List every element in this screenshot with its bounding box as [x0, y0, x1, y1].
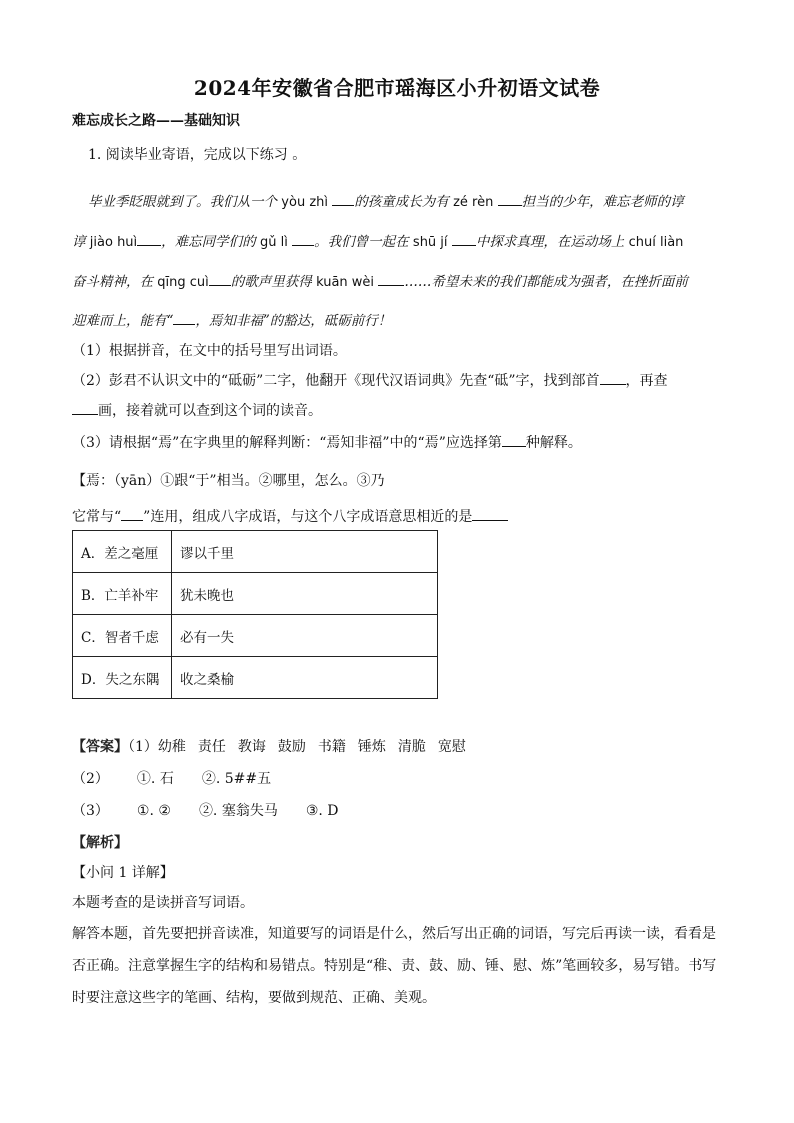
analysis-text-2: 解答本题，首先要把拼音读准，知道要写的词语是什么，然后写出正确的词语，写完后再读一读，看看是否正确。注意掌握生字的结构和易错点。特别是“稚、责、鼓、励、锤、慰、炼”笔画较多，易写错。书写时要注意这些字的笔画、结构，要做到规范、正确、美观。 — [72, 926, 717, 1006]
answer-blank — [378, 273, 404, 286]
answer-blank — [173, 312, 195, 325]
section-heading: 难忘成长之路——基础知识 — [72, 113, 240, 129]
answer-blank — [502, 434, 526, 447]
sub-question-3: （3）请根据“焉”在字典里的解释判断：“焉知非福”中的“焉”应选择第 种解释。 — [72, 435, 582, 451]
answer-blank — [452, 233, 476, 246]
passage-line-4: 迎难而上，能有“ ，焉知非福”的豁达，砥砺前行！ — [72, 313, 392, 329]
answer-blank — [209, 273, 231, 286]
answer-blank — [137, 233, 161, 246]
pinyin: zé rèn — [453, 195, 494, 210]
idiom-question: 它常与“ ”连用，组成八字成语，与这个八字成语意思相近的是 — [72, 506, 508, 526]
passage-line-2: 谆 jiào huì ，难忘同学们的 gǔ lì 。我们曾一起在 shū jí 中探求真理，在运动场上 chuí liàn — [72, 234, 684, 250]
sub-question-1: （1）根据拼音，在文中的括号里写出词语。 — [72, 343, 347, 359]
answer-tag: 【答案】 — [72, 739, 128, 755]
option-pair: 谬以千里 — [172, 531, 438, 573]
sub-answer-tag: 【小问 1 详解】 — [72, 865, 174, 881]
option-label: A．差之毫厘 — [73, 531, 172, 573]
table-row — [73, 657, 438, 699]
analysis-tag: 【解析】 — [72, 835, 128, 851]
option-pair: 犹未晚也 — [172, 573, 438, 615]
dictionary-entry: 【焉：（yān）①跟“于”相当。②哪里，怎么。③乃 — [72, 473, 385, 489]
pinyin: shū jí — [412, 235, 448, 250]
sub-question-2: （2）彭君不认识文中的“砥砺”二字，他翻开《现代汉语词典》先查“砥”字，找到部首 ，再查 — [72, 373, 668, 389]
table-row — [73, 573, 438, 615]
answer-blank — [472, 508, 508, 521]
pinyin: gǔ lì — [259, 235, 288, 250]
option-label: C．智者千虑 — [73, 615, 172, 657]
answer-blank — [600, 372, 626, 385]
answer-line-1: 【答案】（1）幼稚 责任 教诲 鼓励 书籍 锤炼 清脆 宽慰 — [72, 739, 466, 755]
table-row — [73, 531, 438, 573]
answer-blank — [498, 193, 522, 206]
question-1: 1. 阅读毕业寄语，完成以下练习 。 — [88, 147, 307, 163]
option-label: B．亡羊补牢 — [73, 573, 172, 615]
option-pair: 必有一失 — [172, 615, 438, 657]
answer-blank — [72, 402, 98, 415]
pinyin: qīng cuì — [157, 275, 209, 290]
sub-question-2-cont: 画，接着就可以查到这个词的读音。 — [72, 400, 322, 420]
passage-line-1: 毕业季眨眼就到了。我们从一个 yòu zhì 的孩童成长为有 zé rèn 担当的少年，难忘老师的谆 — [88, 194, 684, 210]
pinyin: jiào huì — [89, 235, 138, 250]
answer-blank — [121, 508, 143, 521]
passage-line-3: 奋斗精神，在 qīng cuì 的歌声里获得 kuān wèi ……希望未来的我们都能成为强者，在挫折面前 — [72, 274, 688, 290]
table-row — [73, 615, 438, 657]
answer-line-2: （2） ①. 石 ②. 5##五 — [72, 771, 272, 787]
option-pair: 收之桑榆 — [172, 657, 438, 699]
analysis-text-1: 本题考查的是读拼音写词语。 — [72, 895, 254, 911]
options-table — [72, 530, 438, 699]
pinyin: kuān wèi — [316, 275, 375, 290]
pinyin: chuí liàn — [628, 235, 684, 250]
answer-blank — [332, 193, 354, 206]
option-label: D．失之东隅 — [73, 657, 172, 699]
page-title: 2024年安徽省合肥市瑶海区小升初语文试卷 — [193, 76, 601, 100]
answer-blank — [292, 233, 314, 246]
answer-line-3: （3） ①. ② ②. 塞翁失马 ③. D — [72, 803, 339, 819]
pinyin: yòu zhì — [281, 195, 328, 210]
